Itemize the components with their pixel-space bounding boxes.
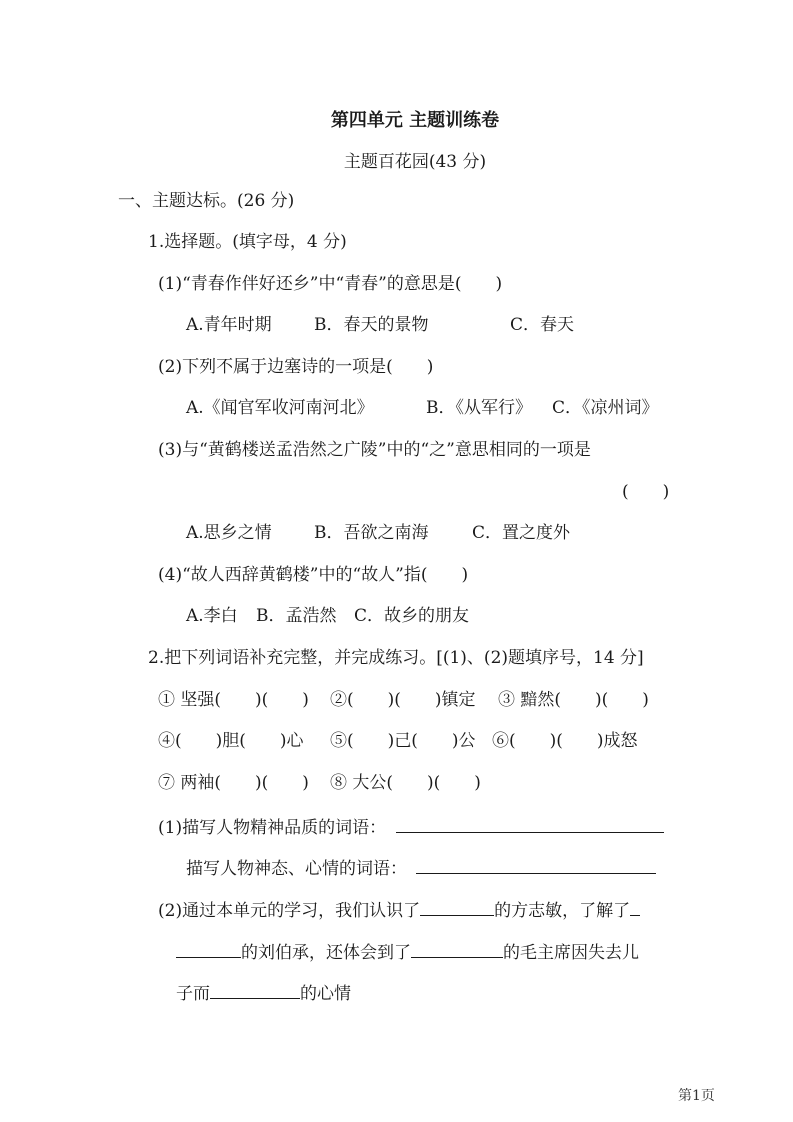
question-1-1-stem: (1)“青春作伴好还乡”中“青春”的意思是( ) <box>158 274 503 294</box>
answer-blank[interactable] <box>210 980 300 999</box>
idiom-item-4: ④( )胆( )心 <box>158 731 304 751</box>
idiom-row-2 <box>158 730 638 752</box>
answer-blank[interactable] <box>396 814 664 833</box>
sub-question-2-text: 的方志敏，了解了 <box>494 901 631 921</box>
answer-blank[interactable] <box>630 897 640 916</box>
option-c: C．春天 <box>510 315 575 335</box>
page-title: 第四单元 主题训练卷 <box>330 110 500 131</box>
option-b: B．吾欲之南海 <box>314 523 429 543</box>
question-1-3-answer-paren: ( ) <box>622 482 670 502</box>
sub-question-2-text: 子而 <box>176 984 210 1004</box>
idiom-row-1 <box>158 689 649 711</box>
option-b: B．春天的景物 <box>314 315 429 335</box>
option-c: C．《凉州词》 <box>552 398 659 418</box>
question-1-heading: 1.选择题。(填字母，4 分) <box>148 232 347 252</box>
idiom-item-3: ③ 黯然( )( ) <box>498 690 649 710</box>
question-1-2-options <box>186 397 659 419</box>
option-a: A.青年时期 <box>186 315 272 335</box>
idiom-item-8: ⑧ 大公( )( ) <box>330 773 481 793</box>
sub-question-1a-label: (1)描写人物精神品质的词语： <box>158 818 387 838</box>
sub-question-2-line-1 <box>158 897 640 919</box>
page-number: 第1页 <box>678 1088 715 1104</box>
answer-blank[interactable] <box>420 897 494 916</box>
idiom-item-6: ⑥( )( )成怒 <box>492 731 638 751</box>
idiom-item-1: ① 坚强( )( ) <box>158 690 309 710</box>
option-a: A.李白 <box>186 606 238 626</box>
question-1-4-stem: (4)“故人西辞黄鹤楼”中的“故人”指( ) <box>158 565 469 585</box>
sub-question-2-text: 的毛主席因失去儿 <box>503 943 639 963</box>
option-a: A.《闻官军收河南河北》 <box>186 398 374 418</box>
sub-question-1b <box>186 855 656 877</box>
idiom-item-5: ⑤( )己( )公 <box>330 731 476 751</box>
sub-question-1a <box>158 814 664 836</box>
option-c: C．故乡的朋友 <box>354 606 470 626</box>
page-subtitle: 主题百花园(43 分) <box>343 152 487 172</box>
section-heading: 一、主题达标。(26 分) <box>118 191 295 211</box>
idiom-item-2: ②( )( )镇定 <box>330 690 476 710</box>
answer-blank[interactable] <box>411 939 503 958</box>
sub-question-2-text: 的刘伯承，还体会到了 <box>241 943 411 963</box>
question-1-3-stem: (3)与“黄鹤楼送孟浩然之广陵”中的“之”意思相同的一项是 <box>158 440 591 460</box>
option-b: B．《从军行》 <box>426 398 532 418</box>
option-c: C．置之度外 <box>472 523 571 543</box>
option-a: A.思乡之情 <box>186 523 272 543</box>
option-b: B．孟浩然 <box>256 606 337 626</box>
sub-question-1b-label: 描写人物神态、心情的词语： <box>186 859 407 879</box>
answer-blank[interactable] <box>176 939 241 958</box>
sub-question-2-line-2 <box>176 939 639 961</box>
sub-question-2-line-3 <box>176 980 351 1002</box>
question-1-1-options <box>186 314 574 336</box>
question-2-heading: 2.把下列词语补充完整，并完成练习。[(1)、(2)题填序号，14 分] <box>148 648 644 668</box>
question-1-4-options <box>186 605 469 627</box>
sub-question-2-text: (2)通过本单元的学习，我们认识了 <box>158 901 421 921</box>
answer-blank[interactable] <box>416 855 656 874</box>
question-1-3-options <box>186 522 570 544</box>
question-1-2-stem: (2)下列不属于边塞诗的一项是( ) <box>158 357 434 377</box>
sub-question-2-text: 的心情 <box>300 984 351 1004</box>
idiom-row-3 <box>158 772 481 794</box>
idiom-item-7: ⑦ 两袖( )( ) <box>158 773 309 793</box>
